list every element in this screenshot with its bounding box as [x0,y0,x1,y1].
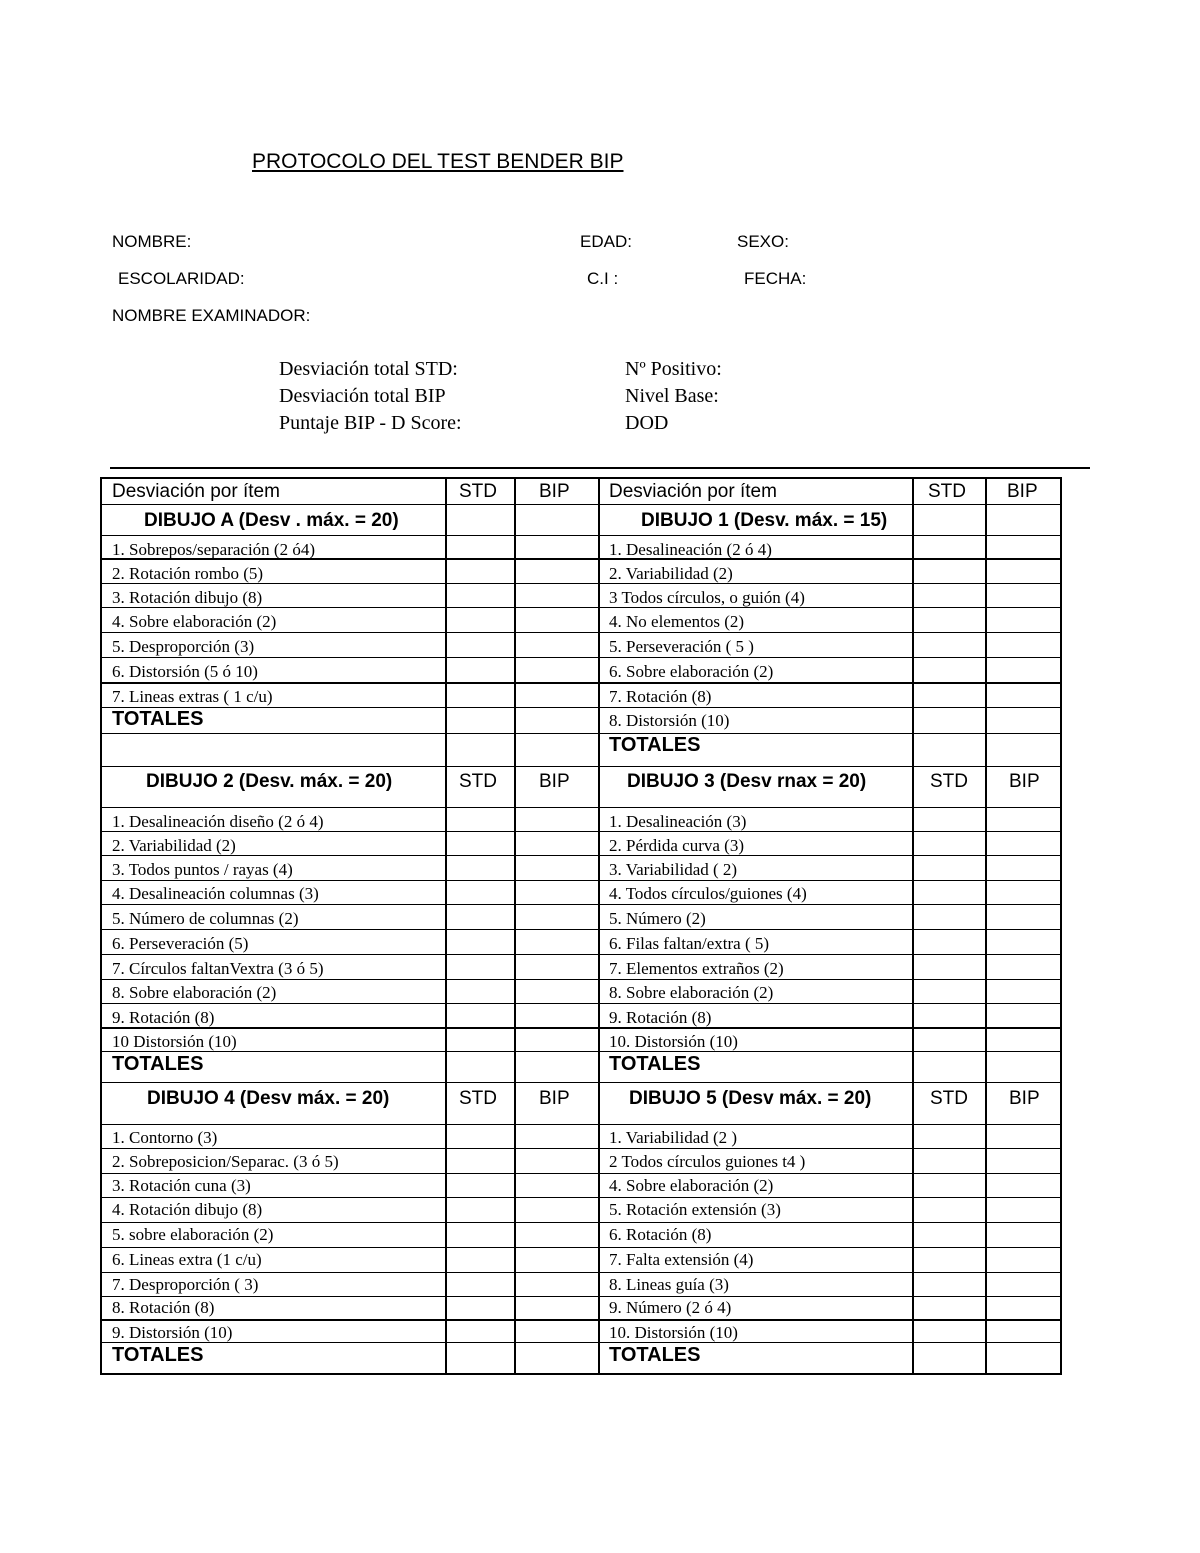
list-item: 8. Rotación (8) [112,1298,215,1317]
list-item: 2. Rotación rombo (5) [112,564,264,583]
totales-label: TOTALES [609,1344,701,1366]
table-divider [598,479,600,1373]
col-header-item: Desviación por ítem [609,481,777,502]
section-title: DIBUJO 3 (Desv rnax = 20) [627,771,867,792]
totales-label: TOTALES [112,1344,204,1366]
col-header-bip: BIP [539,771,570,792]
table-divider [102,733,1060,734]
table-divider [102,657,1060,658]
list-item: 7. Rotación (8) [609,687,712,706]
list-item: 4. Todos círculos/guiones (4) [609,884,807,903]
table-divider [102,632,1060,633]
list-item: 3. Rotación cuna (3) [112,1176,251,1195]
list-item: 1. Desalineación (2 ó 4) [609,540,772,559]
list-item: 10. Distorsión (10) [609,1323,738,1342]
desv-std-label: Desviación total STD: [279,358,458,380]
list-item: 7. Desproporción ( 3) [112,1275,259,1294]
table-divider [102,535,1060,536]
totales-label: TOTALES [609,734,701,756]
col-header-bip: BIP [1009,771,1040,792]
list-item: 5. sobre elaboración (2) [112,1225,274,1244]
section-title: DIBUJO A (Desv . máx. = 20) [144,510,399,531]
list-item: 9. Número (2 ó 4) [609,1298,732,1317]
list-item: 8. Sobre elaboración (2) [609,983,774,1002]
table-divider [102,1003,1060,1004]
table-divider [102,1296,1060,1297]
list-item: 10 Distorsión (10) [112,1032,237,1051]
table-divider [102,1272,1060,1273]
list-item: 4. Sobre elaboración (2) [609,1176,774,1195]
list-item: 4. Sobre elaboración (2) [112,612,277,631]
col-header-std: STD [459,1088,497,1109]
list-item: 6. Perseveración (5) [112,934,249,953]
list-item: 9. Rotación (8) [609,1008,712,1027]
col-header-bip: BIP [1009,1088,1040,1109]
list-item: 7. Falta extensión (4) [609,1250,754,1269]
puntaje-label: Puntaje BIP - D Score: [279,412,462,434]
desv-bip-label: Desviación total BIP [279,385,446,407]
table-divider [985,479,987,1373]
list-item: 4. Rotación dibujo (8) [112,1200,263,1219]
list-item: 2 Todos círculos guiones t4 ) [609,1152,806,1171]
list-item: 8. Sobre elaboración (2) [112,983,277,1002]
list-item: 1. Desalineación diseño (2 ó 4) [112,812,324,831]
page-title: PROTOCOLO DEL TEST BENDER BIP [252,150,624,173]
list-item: 9. Distorsión (10) [112,1323,233,1342]
edad-label: EDAD: [580,232,632,251]
col-header-std: STD [930,1088,968,1109]
list-item: 4. Desalineación columnas (3) [112,884,319,903]
list-item: 5. Perseveración ( 5 ) [609,637,754,656]
table-divider [912,479,914,1373]
table-divider [102,1319,1060,1321]
list-item: 1. Sobrepos/separación (2 ó4) [112,540,316,559]
table-divider [102,1173,1060,1174]
list-item: 7. Elementos extraños (2) [609,959,784,978]
table-divider [102,979,1060,980]
table-divider [102,1148,1060,1149]
table-divider [514,479,516,1373]
list-item: 6. Rotación (8) [609,1225,712,1244]
list-item: 8. Distorsión (10) [609,711,730,730]
list-item: 2. Variabilidad (2) [112,836,236,855]
list-item: 5. Número (2) [609,909,706,928]
table-divider [102,1342,1060,1343]
col-header-bip: BIP [539,481,570,502]
table-divider [102,904,1060,905]
list-item: 3 Todos círculos, o guión (4) [609,588,805,607]
fecha-label: FECHA: [744,269,807,288]
section-title: DIBUJO 4 (Desv máx. = 20) [147,1088,390,1109]
scoring-table [100,477,1062,1375]
list-item: 2. Variabilidad (2) [609,564,733,583]
table-divider [102,1124,1060,1125]
list-item: 6. Lineas extra (1 c/u) [112,1250,262,1269]
table-divider [102,766,1060,767]
table-divider [102,1247,1060,1248]
table-divider [102,855,1060,856]
table-divider [102,954,1060,955]
section-title: DIBUJO 5 (Desv máx. = 20) [629,1088,872,1109]
table-divider [102,682,1060,684]
list-item: 6. Distorsión (5 ó 10) [112,662,258,681]
col-header-std: STD [459,771,497,792]
list-item: 5. Número de columnas (2) [112,909,299,928]
table-divider [102,1197,1060,1198]
header-divider [110,467,1090,469]
table-divider [445,479,447,1373]
table-divider [102,504,1060,505]
list-item: 1. Variabilidad (2 ) [609,1128,738,1147]
nombre-label: NOMBRE: [112,232,192,251]
table-divider [102,929,1060,930]
table-divider [102,1027,1060,1029]
list-item: 5. Rotación extensión (3) [609,1200,781,1219]
examinador-label: NOMBRE EXAMINADOR: [112,306,311,325]
ci-label: C.I : [587,269,619,288]
section-title: DIBUJO 2 (Desv. máx. = 20) [146,771,393,792]
col-header-std: STD [459,481,497,502]
list-item: 9. Rotación (8) [112,1008,215,1027]
sexo-label: SEXO: [737,232,789,251]
list-item: 6. Sobre elaboración (2) [609,662,774,681]
list-item: 5. Desproporción (3) [112,637,255,656]
table-divider [102,880,1060,881]
table-divider [102,807,1060,808]
list-item: 1. Contorno (3) [112,1128,218,1147]
list-item: 3. Todos puntos / rayas (4) [112,860,293,879]
col-header-bip: BIP [1007,481,1038,502]
list-item: 2. Sobreposicion/Separac. (3 ó 5) [112,1152,339,1171]
col-header-std: STD [928,481,966,502]
list-item: 3. Variabilidad ( 2) [609,860,738,879]
escolaridad-label: ESCOLARIDAD: [118,269,245,288]
list-item: 8. Lineas guía (3) [609,1275,729,1294]
section-title: DIBUJO 1 (Desv. máx. = 15) [641,510,888,531]
table-divider [102,1082,1060,1083]
col-header-bip: BIP [539,1088,570,1109]
table-divider [102,1051,1060,1052]
list-item: 6. Filas faltan/extra ( 5) [609,934,770,953]
totales-label: TOTALES [112,1053,204,1075]
list-item: 4. No elementos (2) [609,612,745,631]
list-item: 10. Distorsión (10) [609,1032,738,1051]
list-item: 7. Lineas extras ( 1 c/u) [112,687,273,706]
list-item: 2. Pérdida curva (3) [609,836,745,855]
list-item: 7. Círculos faltanVextra (3 ó 5) [112,959,324,978]
table-divider [102,1222,1060,1223]
col-header-item: Desviación por ítem [112,481,280,502]
col-header-std: STD [930,771,968,792]
dod-label: DOD [625,412,669,434]
totales-label: TOTALES [609,1053,701,1075]
totales-label: TOTALES [112,708,204,730]
table-divider [102,707,1060,708]
list-item: 1. Desalineación (3) [609,812,747,831]
positivo-label: Nº Positivo: [625,358,722,380]
nivel-base-label: Nivel Base: [625,385,719,407]
list-item: 3. Rotación dibujo (8) [112,588,263,607]
